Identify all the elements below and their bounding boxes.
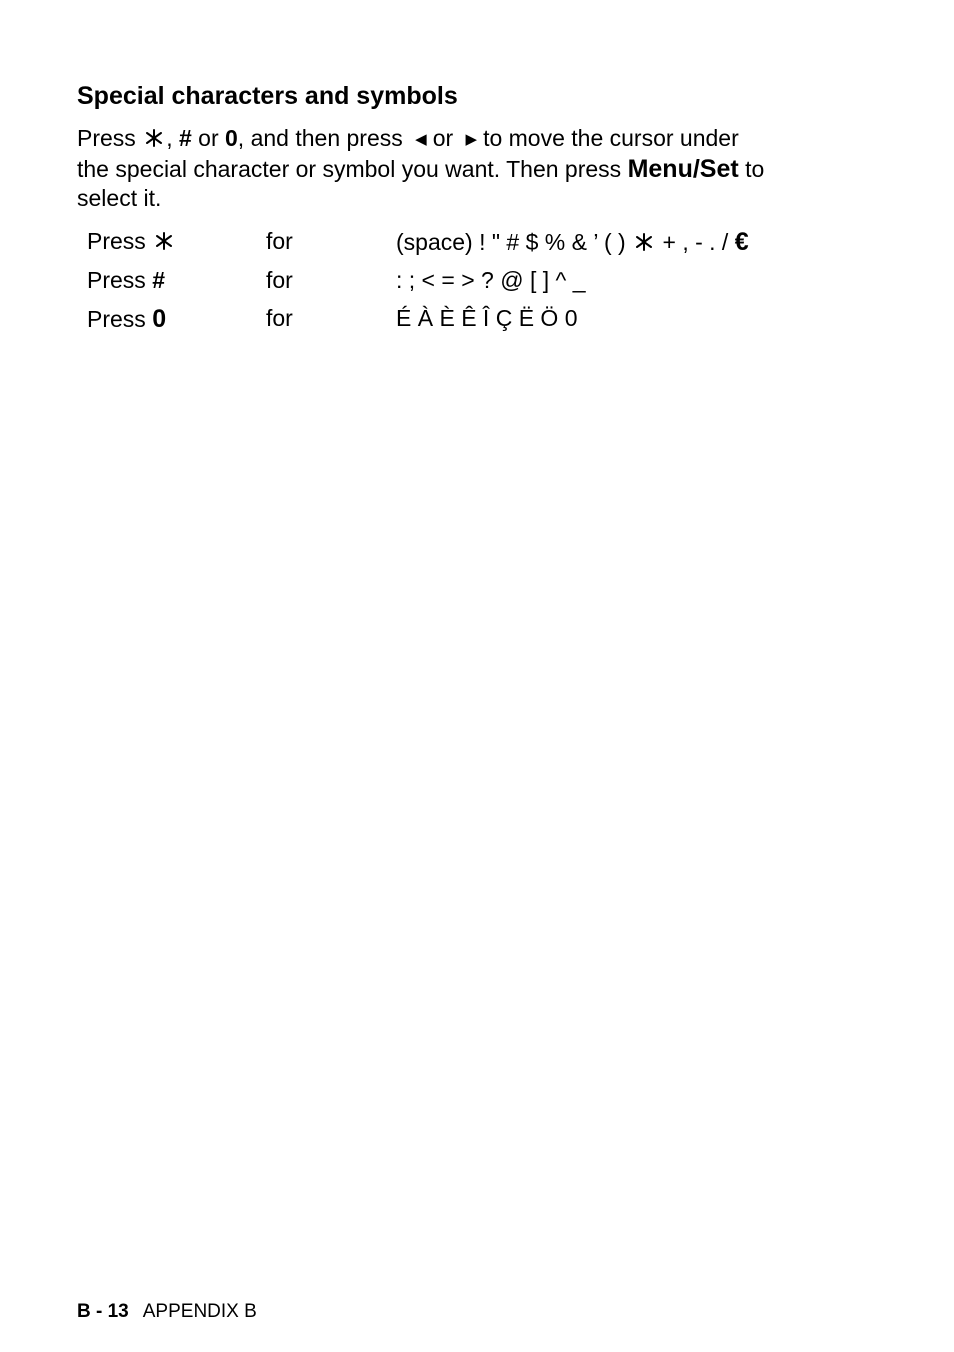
press-cell — [87, 267, 165, 294]
left-arrow-icon: ◀ — [415, 131, 427, 148]
press-text: Press — [87, 228, 146, 254]
and-then-text: , and then press — [237, 125, 403, 151]
table-row — [87, 305, 847, 335]
or-text-2: or — [432, 125, 454, 151]
for-cell: for — [266, 305, 293, 331]
table-row — [87, 267, 847, 297]
star-icon — [154, 232, 174, 250]
or-text: or — [198, 125, 219, 151]
to-move-text: to move the cursor under — [483, 125, 739, 151]
press-text: Press — [87, 267, 146, 293]
section-name: APPENDIX B — [142, 1301, 257, 1322]
characters-part-1: (space) ! " # $ % & ’ ( ) — [396, 229, 626, 255]
characters-cell — [396, 228, 749, 257]
characters-cell: : ; < = > ? @ [ ] ^ _ — [396, 267, 586, 293]
zero-key: 0 — [225, 125, 238, 151]
star-icon — [144, 129, 164, 147]
for-cell: for — [266, 267, 293, 293]
press-cell — [87, 228, 176, 255]
comma-text: , — [166, 125, 173, 151]
hash-key: # — [178, 125, 192, 151]
page-number: B - 13 — [77, 1301, 129, 1322]
instructions-paragraph — [77, 124, 837, 214]
zero-key: 0 — [152, 305, 167, 333]
press-text: Press — [87, 306, 146, 332]
instructions-line-1 — [77, 124, 837, 155]
line2-end-text: to — [745, 155, 765, 182]
characters-part-2: + , - . / — [662, 229, 729, 255]
right-arrow-icon: ▶ — [465, 131, 478, 148]
instructions-line-3: select it. — [77, 185, 162, 211]
table-row — [87, 228, 847, 258]
press-cell — [87, 305, 166, 334]
section-heading: Special characters and symbols — [77, 82, 458, 110]
hash-key: # — [152, 267, 165, 293]
star-icon — [634, 233, 654, 251]
menu-set-key: Menu/Set — [627, 154, 739, 183]
press-text: Press — [77, 125, 136, 151]
euro-symbol: € — [734, 228, 749, 256]
characters-cell: É À È Ê Î Ç Ë Ö 0 — [396, 305, 578, 331]
for-cell: for — [266, 228, 293, 254]
instructions-line-2 — [77, 155, 837, 185]
line2-text: the special character or symbol you want. Then press — [77, 155, 622, 182]
page-footer — [77, 1301, 257, 1323]
